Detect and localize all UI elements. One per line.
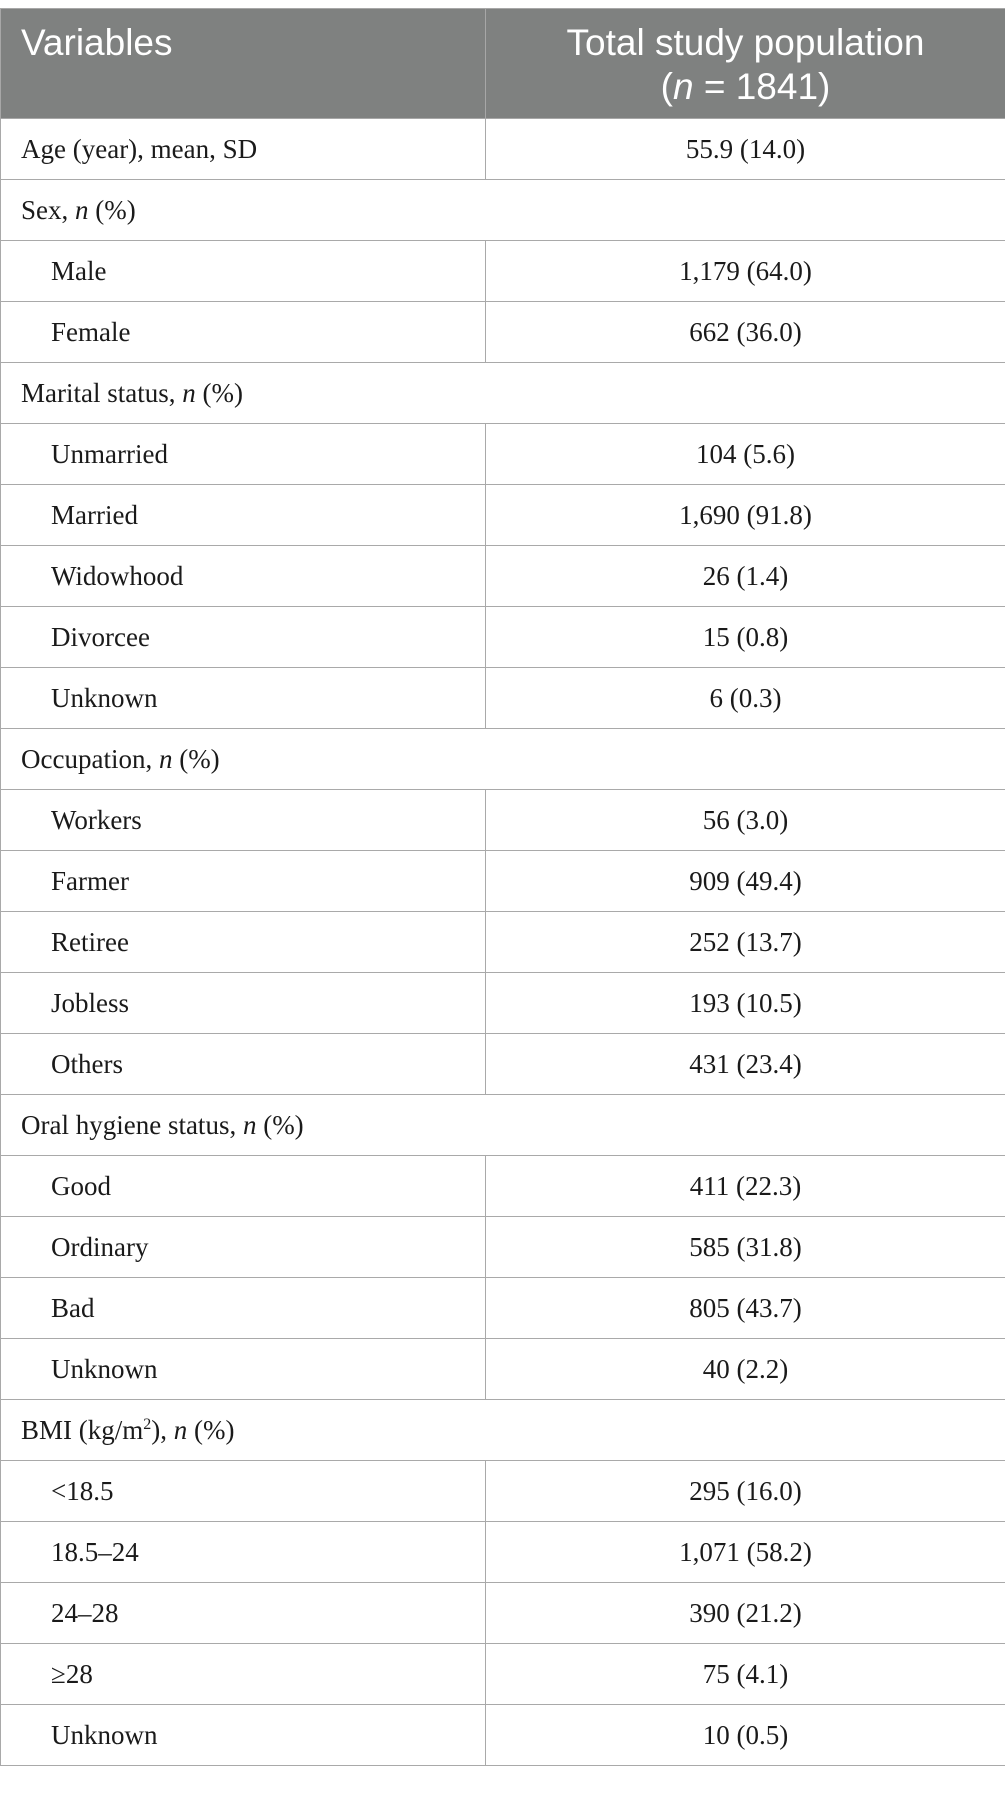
table-row xyxy=(1,241,1005,302)
row-label: Unmarried xyxy=(1,424,486,485)
table-row xyxy=(1,485,1005,546)
header-n-count: (n = 1841) xyxy=(660,66,831,107)
header-total-population xyxy=(486,9,1005,119)
header-row xyxy=(1,9,1005,119)
group-label-oral-hygiene: Oral hygiene status, n (%) xyxy=(1,1095,1005,1156)
table-row xyxy=(1,1034,1005,1095)
table-row xyxy=(1,851,1005,912)
row-value: 104 (5.6) xyxy=(486,424,1005,485)
row-value: 295 (16.0) xyxy=(486,1461,1005,1522)
group-row-bmi xyxy=(1,1400,1005,1461)
row-label: Unknown xyxy=(1,668,486,729)
group-label-sex: Sex, n (%) xyxy=(1,180,1005,241)
header-population-label: Total study population xyxy=(566,22,925,63)
table-row xyxy=(1,1644,1005,1705)
row-label: Widowhood xyxy=(1,546,486,607)
group-label-occupation: Occupation, n (%) xyxy=(1,729,1005,790)
table-row xyxy=(1,912,1005,973)
table-row xyxy=(1,1461,1005,1522)
row-value-age: 55.9 (14.0) xyxy=(486,119,1005,180)
row-label: Unknown xyxy=(1,1339,486,1400)
row-value: 15 (0.8) xyxy=(486,607,1005,668)
row-value: 56 (3.0) xyxy=(486,790,1005,851)
row-value: 1,179 (64.0) xyxy=(486,241,1005,302)
row-label: Good xyxy=(1,1156,486,1217)
row-value: 10 (0.5) xyxy=(486,1705,1005,1766)
row-label: Jobless xyxy=(1,973,486,1034)
row-label: Married xyxy=(1,485,486,546)
row-label: ≥28 xyxy=(1,1644,486,1705)
group-row-oral-hygiene xyxy=(1,1095,1005,1156)
group-row-marital xyxy=(1,363,1005,424)
demographics-table xyxy=(0,8,1005,1766)
table-row xyxy=(1,546,1005,607)
header-variables: Variables xyxy=(1,9,486,119)
row-value: 585 (31.8) xyxy=(486,1217,1005,1278)
table-row xyxy=(1,1583,1005,1644)
row-label: Male xyxy=(1,241,486,302)
table-row xyxy=(1,790,1005,851)
group-label-bmi: BMI $(kg/m^2)$, n (%) xyxy=(1,1400,1005,1461)
row-value: 805 (43.7) xyxy=(486,1278,1005,1339)
table-row xyxy=(1,1705,1005,1766)
group-row-sex xyxy=(1,180,1005,241)
table-row xyxy=(1,119,1005,180)
table-row xyxy=(1,668,1005,729)
row-label: Unknown xyxy=(1,1705,486,1766)
row-value: 40 (2.2) xyxy=(486,1339,1005,1400)
table-row xyxy=(1,1278,1005,1339)
table-row xyxy=(1,1522,1005,1583)
row-value: 1,071 (58.2) xyxy=(486,1522,1005,1583)
row-value: 193 (10.5) xyxy=(486,973,1005,1034)
row-label: <18.5 xyxy=(1,1461,486,1522)
row-value: 26 (1.4) xyxy=(486,546,1005,607)
row-value: 431 (23.4) xyxy=(486,1034,1005,1095)
row-label: Divorcee xyxy=(1,607,486,668)
row-value: 252 (13.7) xyxy=(486,912,1005,973)
row-value: 411 (22.3) xyxy=(486,1156,1005,1217)
table-row xyxy=(1,302,1005,363)
table-row xyxy=(1,1339,1005,1400)
row-label: Bad xyxy=(1,1278,486,1339)
table-row xyxy=(1,1217,1005,1278)
row-value: 909 (49.4) xyxy=(486,851,1005,912)
table-row xyxy=(1,424,1005,485)
row-label: 18.5–24 xyxy=(1,1522,486,1583)
table-row xyxy=(1,973,1005,1034)
row-label: 24–28 xyxy=(1,1583,486,1644)
row-label: Female xyxy=(1,302,486,363)
row-label: Ordinary xyxy=(1,1217,486,1278)
row-value: 75 (4.1) xyxy=(486,1644,1005,1705)
row-value: 390 (21.2) xyxy=(486,1583,1005,1644)
row-value: 6 (0.3) xyxy=(486,668,1005,729)
table-row xyxy=(1,1156,1005,1217)
table-row xyxy=(1,607,1005,668)
row-value: 1,690 (91.8) xyxy=(486,485,1005,546)
row-label: Workers xyxy=(1,790,486,851)
row-label-age: Age (year), mean, SD xyxy=(1,119,486,180)
row-value: 662 (36.0) xyxy=(486,302,1005,363)
row-label: Others xyxy=(1,1034,486,1095)
row-label: Farmer xyxy=(1,851,486,912)
group-row-occupation xyxy=(1,729,1005,790)
group-label-marital: Marital status, n (%) xyxy=(1,363,1005,424)
row-label: Retiree xyxy=(1,912,486,973)
